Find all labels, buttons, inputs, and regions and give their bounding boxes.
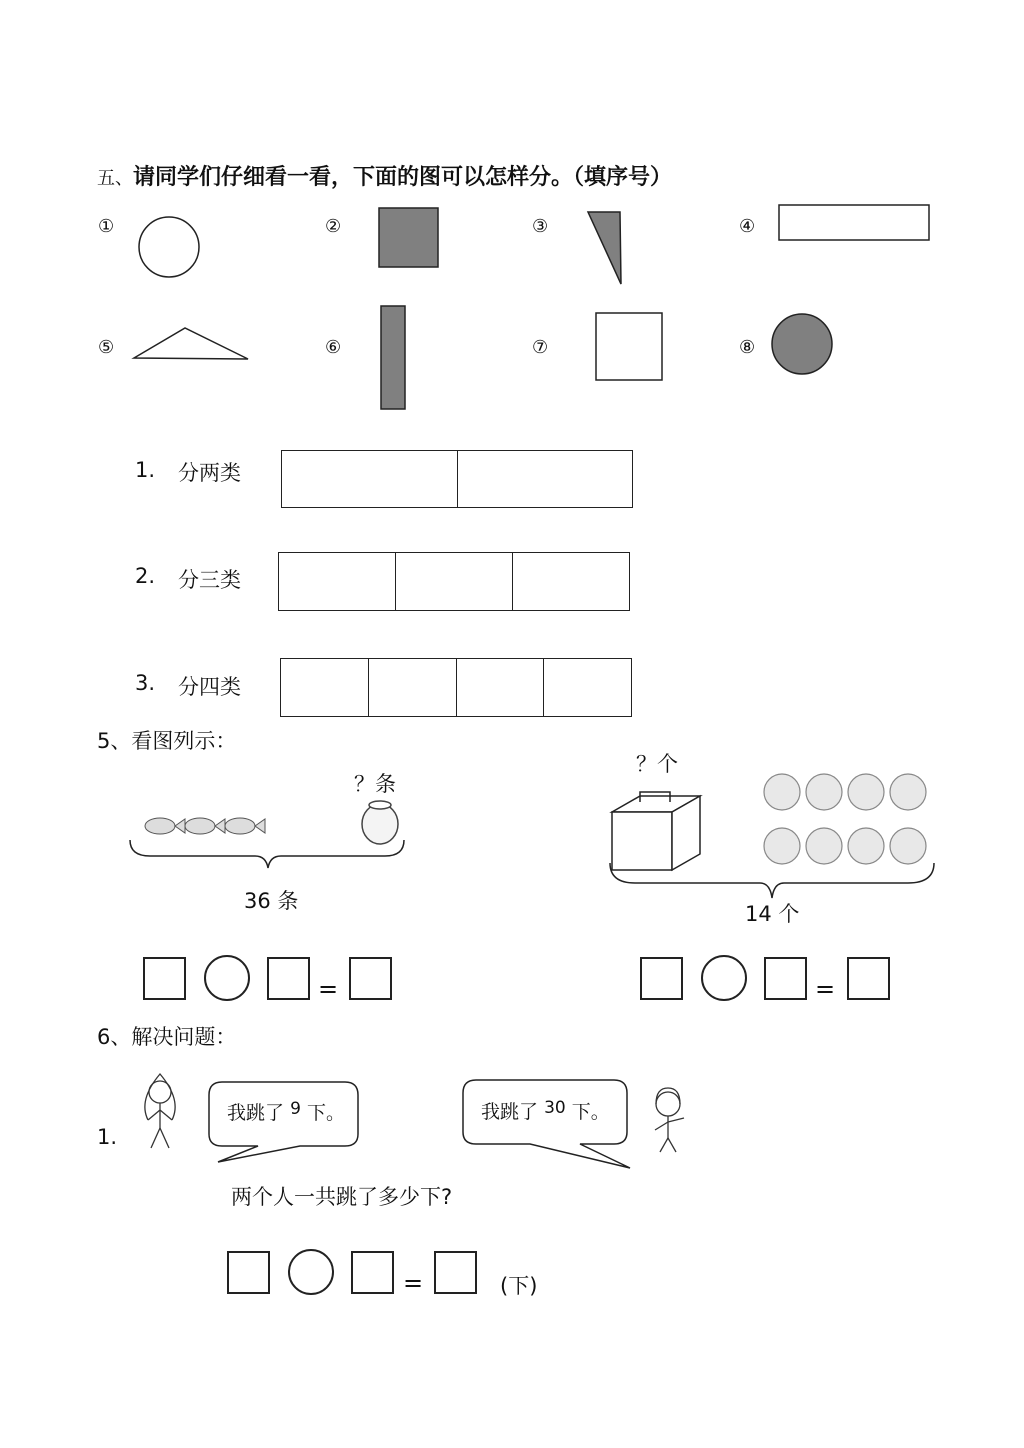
equals-sign: = xyxy=(318,975,339,1003)
bubble-right-text xyxy=(481,1098,610,1123)
section-title-text: 请同学们仔细看一看，下面的图可以怎样分。（填序号） xyxy=(133,165,673,190)
left-question: ？条 xyxy=(354,772,396,796)
speech-bubble-right xyxy=(463,1080,630,1168)
result-box[interactable] xyxy=(434,1251,477,1294)
bubble-right-number: 30 xyxy=(544,1098,566,1118)
fish-icon xyxy=(145,818,265,834)
operator-circle[interactable] xyxy=(288,1249,334,1295)
row-1-number: 1. xyxy=(135,458,156,482)
shape-label-8: ⑧ xyxy=(739,337,756,358)
equation-box[interactable] xyxy=(227,1251,270,1294)
equals-sign: = xyxy=(815,975,836,1003)
shape-square-white xyxy=(596,313,662,380)
answer-cell[interactable] xyxy=(369,659,457,716)
equation-box[interactable] xyxy=(764,957,807,1000)
shape-label-5: ⑤ xyxy=(98,337,115,358)
equation-box[interactable] xyxy=(640,957,683,1000)
girl-right-icon xyxy=(655,1088,684,1152)
result-box[interactable] xyxy=(847,957,890,1000)
problem-number: 1. xyxy=(97,1125,118,1149)
answer-cell[interactable] xyxy=(281,659,369,716)
equals-sign: = xyxy=(403,1269,424,1297)
bubble-left-unit: 下。 xyxy=(306,1102,345,1124)
answer-cell[interactable] xyxy=(544,659,631,716)
row-2-number: 2. xyxy=(135,564,156,588)
section-5-title: 5、看图列示： xyxy=(97,729,237,753)
shape-label-3: ③ xyxy=(532,216,549,237)
right-total-unit: 个 xyxy=(778,902,800,926)
fish-picture xyxy=(0,790,420,930)
unit-label: (下) xyxy=(500,1274,538,1298)
answer-cell[interactable] xyxy=(513,553,629,610)
row-2-label: 分三类 xyxy=(178,568,241,592)
answer-cell[interactable] xyxy=(396,553,513,610)
shapes-canvas xyxy=(0,0,1024,420)
answer-row-three xyxy=(278,552,630,611)
result-box[interactable] xyxy=(349,957,392,1000)
right-total-number: 14 xyxy=(745,902,772,926)
girl-left-icon xyxy=(145,1074,175,1148)
box-balls-picture xyxy=(600,770,1020,930)
box-icon xyxy=(612,792,700,870)
shape-label-1: ① xyxy=(98,216,115,237)
shape-rectangle-white xyxy=(779,205,929,240)
answer-cell[interactable] xyxy=(458,451,633,507)
left-total-unit: 条 xyxy=(277,889,299,913)
shape-label-4: ④ xyxy=(739,216,756,237)
bubble-right-unit: 下。 xyxy=(571,1101,610,1123)
bubble-left-words: 我跳了 xyxy=(227,1102,285,1124)
bubble-right-words: 我跳了 xyxy=(481,1101,539,1123)
equation-box[interactable] xyxy=(143,957,186,1000)
shape-circle-white xyxy=(139,217,199,277)
bubble-left-text xyxy=(227,1099,345,1124)
row-3-number: 3. xyxy=(135,671,156,695)
operator-circle[interactable] xyxy=(204,955,250,1001)
answer-cell[interactable] xyxy=(457,659,545,716)
shape-label-7: ⑦ xyxy=(532,337,549,358)
shape-label-2: ② xyxy=(325,216,342,237)
row-1-label: 分两类 xyxy=(178,461,241,485)
left-total xyxy=(244,891,298,912)
row-3-label: 分四类 xyxy=(178,675,241,699)
brace-left xyxy=(130,840,404,868)
shape-square-gray xyxy=(379,208,438,267)
volleyball-icon xyxy=(764,774,926,864)
answer-cell[interactable] xyxy=(282,451,458,507)
equation-box[interactable] xyxy=(351,1251,394,1294)
shape-circle-gray xyxy=(772,314,832,374)
fishbowl-icon xyxy=(362,801,398,844)
right-question: ？个 xyxy=(636,752,678,776)
bubble-left-number: 9 xyxy=(290,1099,301,1119)
answer-row-two xyxy=(281,450,633,508)
jump-rope-picture xyxy=(0,1070,1024,1190)
equation-box[interactable] xyxy=(267,957,310,1000)
right-total xyxy=(745,904,799,925)
answer-row-four xyxy=(280,658,632,717)
shape-triangle-white xyxy=(134,328,248,359)
shape-triangle-gray xyxy=(588,212,621,284)
section-number: 五、 xyxy=(97,168,133,189)
problem-question: 两个人一共跳了多少下? xyxy=(231,1185,453,1209)
operator-circle[interactable] xyxy=(701,955,747,1001)
left-total-number: 36 xyxy=(244,889,271,913)
answer-cell[interactable] xyxy=(279,553,396,610)
shape-rectangle-gray xyxy=(381,306,405,409)
section-6-title: 6、解决问题： xyxy=(97,1025,237,1049)
shape-label-6: ⑥ xyxy=(325,337,342,358)
